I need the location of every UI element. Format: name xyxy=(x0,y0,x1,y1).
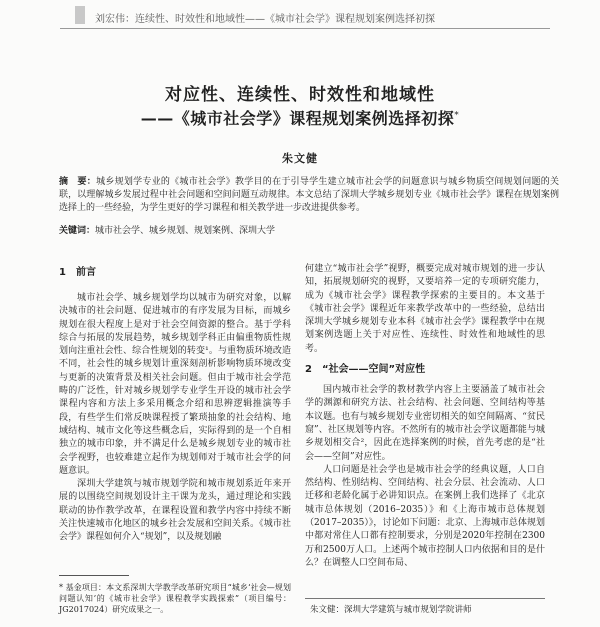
paper-title-line2-text: ——《城市社会学》课程规划案例选择初探 xyxy=(140,109,455,128)
funding-footnote: * 基金项目：本文系深圳大学教学改革研究项目“城乡‘社会—规划问题认知’的《城市社会学》课程教学实践探索”（项目编号：JG2017024）研究成果之一。 xyxy=(59,583,291,614)
header-marker xyxy=(75,6,85,24)
keywords-text: 城市社会学、城乡规划、规划案例、深圳大学 xyxy=(95,226,276,236)
abstract xyxy=(59,176,559,215)
author-note-rule xyxy=(305,598,545,599)
section-2-title: 2 “社会——空间”对应性 xyxy=(305,364,426,376)
keywords-label: 关键词： xyxy=(59,226,96,236)
author-name: 朱文健 xyxy=(282,152,318,165)
keywords xyxy=(59,225,559,238)
footnote-rule xyxy=(59,575,129,576)
header-rule xyxy=(60,28,550,29)
running-header xyxy=(0,0,600,30)
paper-title-line2 xyxy=(0,106,600,129)
paragraph-continuation: 何建立“城市社会学”视野，概要完成对城市规划的进一步认知，拓展规划研究的视野，又要培养一定的专项研究能力，成为《城市社会学》课程教学探索的主要目的。本文基于《城市社会学》课程近年来教学改革中的一些经验，总结出深圳大学城乡规划专业本科《城市社会学》课程教学中在规划案例选题上关于对应性、连续性、时效性和地域性的思考。 xyxy=(305,264,545,354)
left-column xyxy=(59,292,291,545)
running-header-text: 刘宏伟：连续性、时效性和地域性——《城市社会学》课程规划案例选择初探 xyxy=(95,14,435,25)
paper-title-line1: 对应性、连续性、时效性和地域性 xyxy=(165,85,435,105)
paragraph: 城市社会学、城乡规划学均以城市为研究对象，以解决城市的社会问题、促进城市的有序发展为目标，而城乡规划在很大程度上是对于社会空间资源的整合。基于学科综合与拓展的发展趋势，城乡规划学科正由偏重物质性规划向注重社会性、综合性规划的转变¹。与重物质环境改造不同，社会性的城乡规划计重深刻剖析影响物质环境改变与更新的决策背景及相关社会问题。但由于城市社会学范畴的广泛性，针对城乡规划学专业学生开设的城市社会学课程内容和方法上多采用概念介绍和思辨逻辑推演等手段，有些学生们常反映课程授了繁琐抽象的社会结构、地域结构、城市文化等这些概念后，实际得到的是一个自相独立的城市印象，并不满足什么是城乡规划专业的城市社会学视野，也较难建立起作为规划师对于城市社会学的问题意识。 xyxy=(59,293,291,476)
title-footnote-mark: * xyxy=(454,110,460,121)
right-column xyxy=(305,263,545,570)
section-1-title: 1 前言 xyxy=(59,267,96,278)
abstract-label: 摘 要： xyxy=(59,177,97,187)
paragraph: 深圳大学建筑与城市规划学院和城市规划系近年来开展的以围绕空间规划设计主干课为龙头，通过理论和实践联动的协作教学改革，在课程设置和教学内容中持续不断关注快速城市化地区的城乡社会发展和空间关系。《城市社会学》课程如何介入“规划”，以及规划融 xyxy=(59,479,291,543)
author-note: 朱文健：深圳大学建筑与城市规划学院讲师 xyxy=(310,605,472,615)
abstract-text: 城乡规划学专业的《城市社会学》教学目的在于引导学生建立城市社会学的问题意识与城乡物质空间规划问题的关联，以理解城乡发展过程中社会问题和空间问题互动规律。本文总结了深圳大学城乡规划专业《城市社会学》课程在规划案例选择上的一些经验，为学生更好的学习课程和相关教学进一步改进提供参考。 xyxy=(59,177,559,213)
paragraph: 国内城市社会学的教材教学内容上主要涵盖了城市社会学的渊源和研究方法、社会结构、社会问题、空间结构等基本议题。也有与城乡规划专业密切相关的如空间隔离、“贫民窟”、社区规划等内容。不然所有的城市社会学议题都能与城乡规划相交合²，因此在选择案例的时候，首先考虑的是“社会——空间”对应性。 xyxy=(305,385,545,462)
paragraph: 人口问题是社会学也是城市社会学的经典议题，人口自然结构、性别结构、空间结构、社会分层、社会流动、人口迁移和老龄化属于必讲知识点。在案例上我们选择了《北京城市总体规划（2016–2035）》和《上海市城市总体规划（2017–2035）》，讨论如下问题：北京、上海城市总体规划中都对常住人口都有控制要求，分别是2020年控制在2300万和2500万人口。上述两个城市控制人口内依据和目的是什么？在调整人口空间布局、 xyxy=(305,464,545,568)
